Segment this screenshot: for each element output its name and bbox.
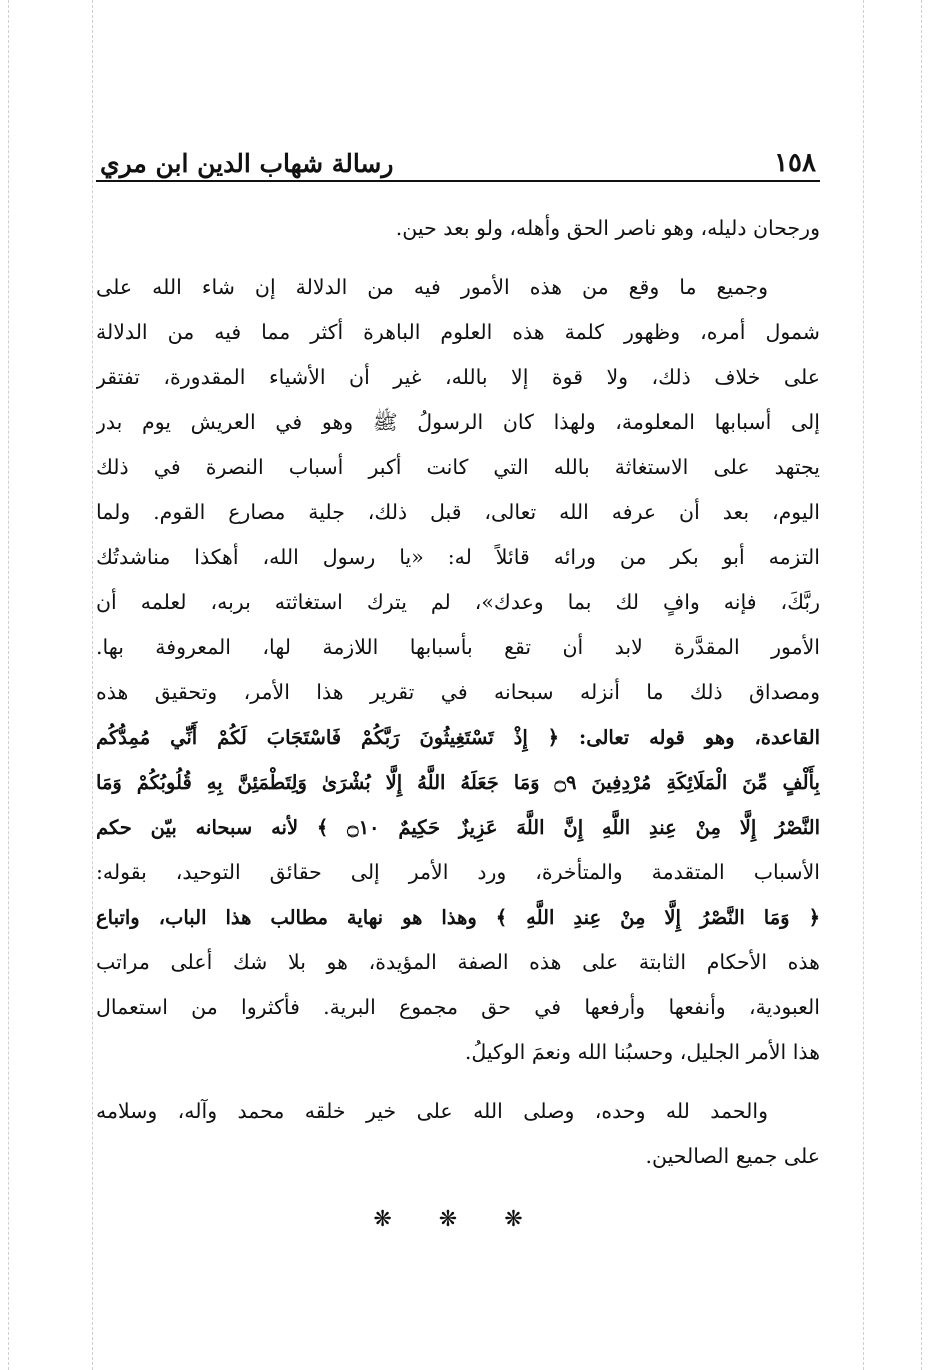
text-line: إلى أسبابها المعلومة، ولهذا كان الرسولُ ﷺ وهو في العريش يوم بدر bbox=[96, 410, 820, 434]
quran-verse-line: النَّصْرُ إِلَّا مِنْ عِندِ اللَّهِ إِنَّ اللَّهَ عَزِيزٌ حَكِيمٌ ۝١٠ ﴾ لأنه سبحانه بيّن حكم bbox=[96, 816, 820, 839]
page-number: ١٥٨ bbox=[774, 148, 816, 178]
text-line: والحمد لله وحده، وصلى الله على خير خلقه محمد وآله، وسلامه bbox=[96, 1099, 768, 1123]
text-line: ومصداق ذلك ما أنزله سبحانه في تقرير هذا الأمر، وتحقيق هذه bbox=[96, 680, 820, 704]
running-header bbox=[96, 138, 820, 182]
quran-verse-line: بِأَلْفٍ مِّنَ الْمَلَائِكَةِ مُرْدِفِينَ ۝٩ وَمَا جَعَلَهُ اللَّهُ إِلَّا بُشْرَىٰ وَلِتَطْمَئِنَّ بِهِ قُلُوبُكُمْ وَمَا bbox=[96, 771, 820, 794]
text-line: التزمه أبو بكر من ورائه قائلاً له: «يا رسول الله، أهكذا مناشدتُك bbox=[96, 545, 820, 569]
text-line: اليوم، بعد أن عرفه الله تعالى، قبل ذلك، جلية مصارع القوم. ولما bbox=[96, 500, 820, 524]
text-line: على خلاف ذلك، ولا قوة إلا بالله، غير أن الأشياء المقدورة، تفتقر bbox=[96, 365, 820, 389]
text-line: يجتهد على الاستغاثة بالله التي كانت أكبر أسباب النصرة في ذلك bbox=[96, 455, 820, 479]
text-line: هذه الأحكام الثابتة على هذه الصفة المؤيدة، هو بلا شك أعلى مراتب bbox=[96, 950, 820, 974]
page-edge-guide-right bbox=[921, 0, 922, 1370]
text-line: ورجحان دليله، وهو ناصر الحق وأهله، ولو بعد حين. bbox=[395, 216, 820, 240]
paragraph-2 bbox=[96, 265, 820, 1075]
running-title: رسالة شهاب الدين ابن مري bbox=[100, 149, 394, 178]
text-line: على جميع الصالحين. bbox=[645, 1144, 820, 1168]
book-page bbox=[96, 138, 820, 1232]
quran-verse-line: ﴿ وَمَا النَّصْرُ إِلَّا مِنْ عِندِ اللَّهِ ﴾ وهذا هو نهاية مطالب هذا الباب، واتباع bbox=[96, 906, 820, 929]
margin-guide-left bbox=[92, 0, 93, 1370]
section-separator: ❋ ❋ ❋ bbox=[373, 1207, 543, 1232]
text-line: هذا الأمر الجليل، وحسبُنا الله ونعمَ الوكيلُ. bbox=[464, 1040, 820, 1064]
paragraph-1 bbox=[96, 206, 820, 251]
text-line: شمول أمره، وظهور كلمة هذه العلوم الباهرة أكثر مما فيه من الدلالة bbox=[96, 320, 820, 344]
quran-verse-line: القاعدة، وهو قوله تعالى: ﴿ إِذْ تَسْتَغِيثُونَ رَبَّكُمْ فَاسْتَجَابَ لَكُمْ أَنِّي مُمِدُّكُم bbox=[96, 726, 820, 749]
text-line: ربَّكَ، فإنه وافٍ لك بما وعدك»، لم يترك استغاثته بربه، لعلمه أن bbox=[96, 590, 820, 614]
text-line: الأسباب المتقدمة والمتأخرة، ورد الأمر إلى حقائق التوحيد، بقوله: bbox=[96, 860, 820, 884]
paragraph-3 bbox=[96, 1089, 820, 1179]
page-edge-guide-left bbox=[8, 0, 9, 1370]
margin-guide-right bbox=[863, 0, 864, 1370]
text-line: وجميع ما وقع من هذه الأمور فيه من الدلالة إن شاء الله على bbox=[96, 275, 768, 299]
text-line: الأمور المقدَّرة لابد أن تقع بأسبابها اللازمة لها، المعروفة بها. bbox=[96, 635, 820, 659]
text-line: العبودية، وأنفعها وأرفعها في حق مجموع البرية. فأكثروا من استعمال bbox=[96, 995, 820, 1019]
body-text bbox=[96, 206, 820, 1232]
